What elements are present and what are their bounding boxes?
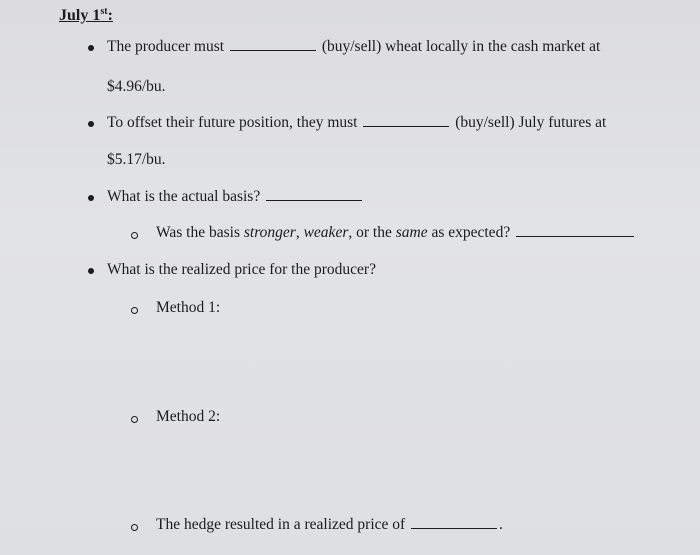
subitem-method-1: Method 1:	[156, 299, 221, 316]
final-text-after: .	[499, 516, 503, 533]
sub-bullet-icon	[131, 416, 138, 423]
option-stronger: stronger	[243, 224, 296, 241]
subitem-method-2: Method 2:	[156, 408, 221, 425]
item-actual-basis	[107, 188, 364, 206]
bullet-icon	[88, 45, 94, 51]
item-offset-futures	[107, 114, 606, 132]
heading-text: July 1	[59, 7, 101, 24]
sub-bullet-icon	[131, 232, 138, 239]
item-producer-must	[107, 38, 600, 56]
answer-blank[interactable]	[516, 235, 634, 237]
item-2-text-before: To offset their future position, they must	[107, 114, 358, 131]
bullet-icon	[88, 195, 94, 201]
section-heading	[59, 6, 113, 25]
item-1-text-before: The producer must	[107, 38, 225, 55]
answer-blank[interactable]	[230, 49, 316, 51]
bullet-icon	[88, 121, 94, 127]
heading-colon: :	[107, 7, 113, 24]
item-3-text: What is the actual basis?	[107, 188, 261, 205]
sub-bullet-icon	[131, 307, 138, 314]
item-realized-price: What is the realized price for the producer?	[107, 261, 376, 278]
option-weaker: weaker	[303, 224, 349, 241]
sub-text-pre: Was the basis	[156, 224, 244, 241]
item-1-text-after: (buy/sell) wheat locally in the cash market at	[321, 38, 601, 55]
answer-blank[interactable]	[266, 199, 362, 201]
sub-sep: , or the	[348, 224, 396, 241]
sub-sep: ,	[295, 224, 304, 241]
subitem-basis-comparison	[156, 224, 636, 242]
item-1-price: $4.96/bu.	[107, 78, 166, 95]
option-same: same	[395, 224, 428, 241]
heading-superscript: st	[100, 6, 108, 17]
item-2-price: $5.17/bu.	[107, 151, 166, 168]
item-2-text-after: (buy/sell) July futures at	[455, 114, 607, 131]
answer-blank[interactable]	[411, 527, 497, 529]
final-text-before: The hedge resulted in a realized price of	[156, 516, 406, 533]
subitem-realized-price	[156, 516, 503, 534]
bullet-icon	[88, 268, 94, 274]
sub-bullet-icon	[131, 524, 138, 531]
answer-blank[interactable]	[363, 125, 449, 127]
sub-text-post: as expected?	[427, 224, 511, 241]
